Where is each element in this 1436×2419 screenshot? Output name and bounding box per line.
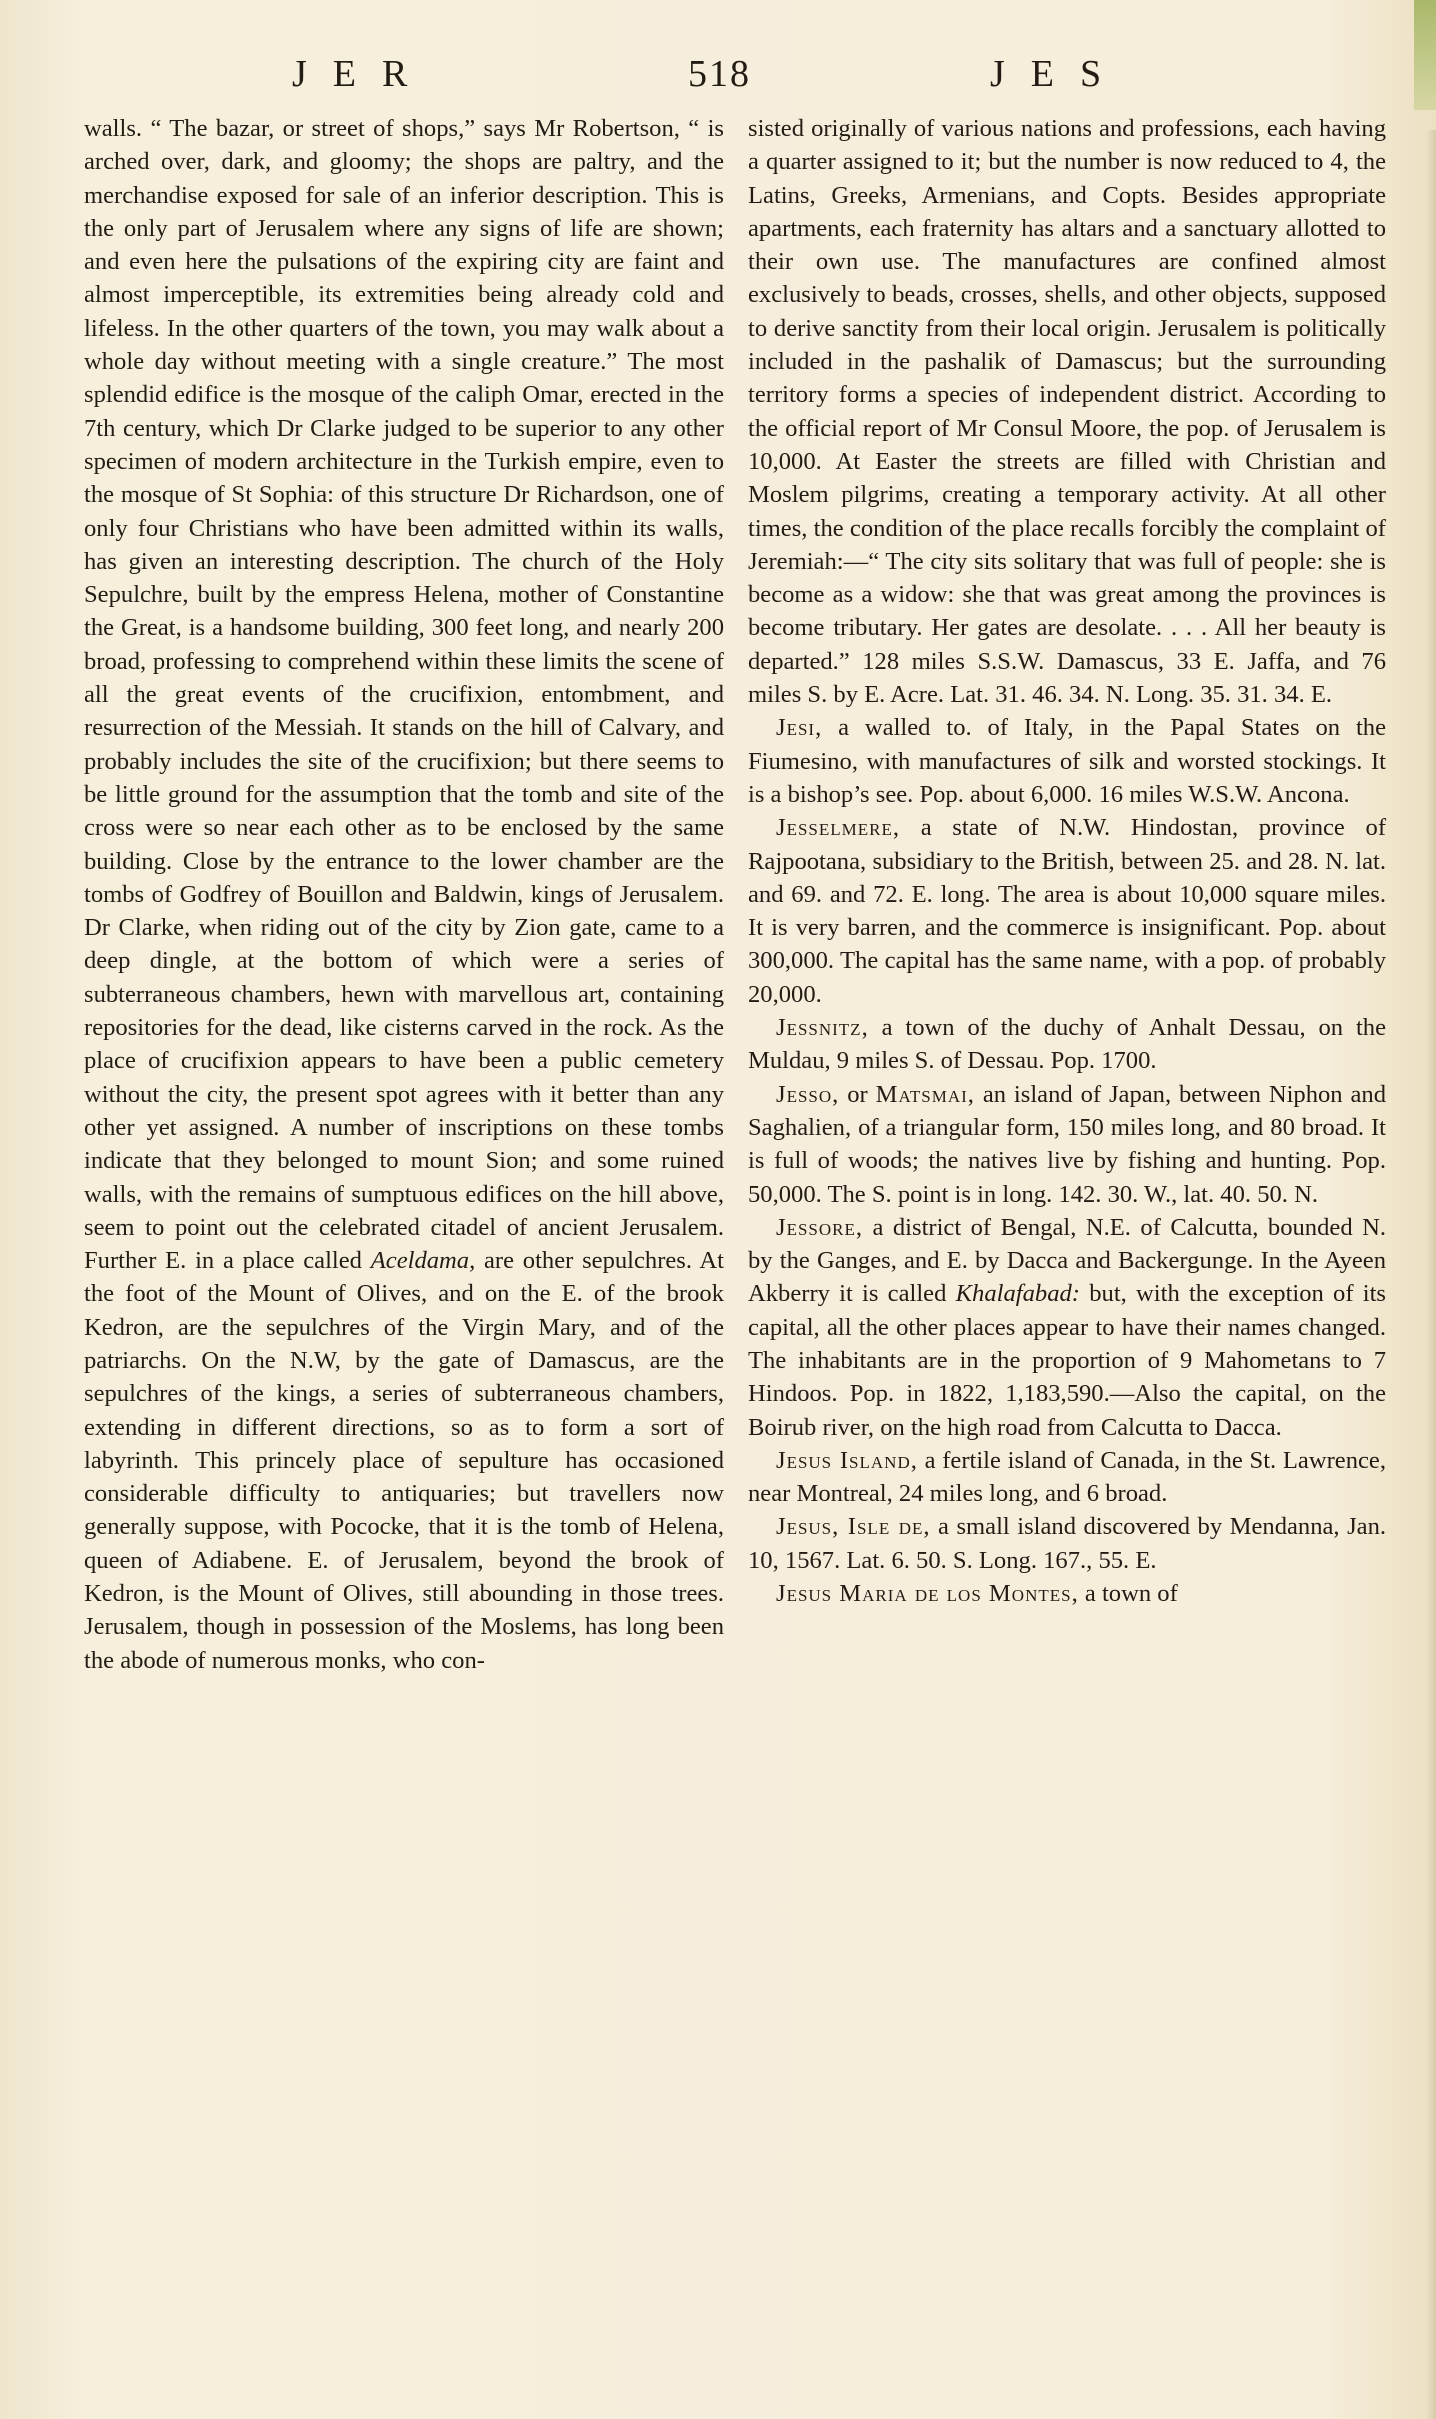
jerusalem-continuation bbox=[84, 112, 724, 1677]
entry-headword: Jesselmere, bbox=[776, 814, 901, 842]
right-column bbox=[748, 112, 1386, 1610]
entry-headword: Jessnitz, bbox=[776, 1014, 869, 1042]
entry-connector: or bbox=[847, 1080, 868, 1108]
entry-jesus-island bbox=[748, 1444, 1386, 1511]
entry-jessnitz bbox=[748, 1011, 1386, 1078]
header-left-guideword: JER bbox=[292, 53, 434, 95]
paragraph-text: sisted originally of various nations and professions, each having a quarter assigned to it; but the number is now reduced to 4, the Latins, Greeks, Armenians, and Copts. Besides appropriate apartments, each fraternity has altars and a sanctuary allotted to their own use. The manufactures are confined almost exclusively to beads, crosses, shells, and other objects, supposed to derive sanctity from their local origin. Jerusalem is politically included in the pashalik of Damascus; but the surrounding territory forms a species of independent district. According to the official report of Mr Consul Moore, the pop. of Jerusalem is 10,000. At Easter the streets are filled with Christian and Moslem pilgrims, creating a temporary activity. At all other times, the condition of the place recalls forcibly the complaint of Jeremiah:—“ The city sits solitary that was full of people: she is become as a widow: she that was great among the provinces is become tributary. Her gates are desolate. . . . All her beauty is departed.” 128 miles S.S.W. Damascus, 33 E. Jaffa, and 76 miles S. by E. Acre. Lat. 31. 46. 34. N. Long. 35. 31. 34. E. bbox=[748, 115, 1386, 709]
entry-text: a state of N.W. Hindostan, province of Rajpootana, subsidiary to the British, between 25. and 28. N. lat. and 69. and 72. E. long. The area is about 10,000 square miles. It is very barren, and the commerce is insignificant. Pop. about 300,000. The capital has the same name, with a pop. of probably 20,000. bbox=[748, 814, 1387, 1008]
running-header bbox=[0, 52, 1436, 102]
entry-jesi bbox=[748, 711, 1386, 811]
entry-text: a district of Bengal, N.E. of Calcutta, bounded N. by the Ganges, and E. by Dacca and Backergunge. In the Ayeen Akberry it is called bbox=[748, 1213, 1386, 1308]
entry-jesso bbox=[748, 1078, 1386, 1211]
entry-headword: Jesus Island, bbox=[776, 1446, 918, 1474]
jerusalem-continuation-right bbox=[748, 112, 1386, 711]
entry-text: a fertile island of Canada, in the St. Lawrence, near Montreal, 24 miles long, and 6 broad. bbox=[748, 1446, 1386, 1508]
entry-text: a town of bbox=[1084, 1580, 1178, 1608]
entry-text: but, with the exception of its capital, all the other places appear to have their names changed. The inhabitants are in the proportion of 9 Mahometans to 7 Hindoos. Pop. in 1822, 1,183,590.—Also the capital, on the Boirub river, on the high road from Calcutta to Dacca. bbox=[748, 1280, 1386, 1441]
entry-jesus-isle-de bbox=[748, 1510, 1386, 1577]
entry-text: a walled to. of Italy, in the Papal States on the Fiumesino, with manufactures of silk and worsted stockings. It is a bishop’s see. Pop. about 6,000. 16 miles W.S.W. Ancona. bbox=[748, 714, 1386, 808]
left-column bbox=[84, 112, 724, 1677]
entry-headword: Jesus, Isle de, bbox=[776, 1513, 931, 1541]
paragraph-text: walls. “ The bazar, or street of shops,” says Mr Robertson, “ is arched over, dark, and gloomy; the shops are paltry, and the merchandise exposed for sale of an inferior description. This is the only part of Jerusalem where any signs of life are shown; and even here the pulsations of the expiring city are faint and almost imperceptible, its extremities being already cold and lifeless. In the other quarters of the town, you may walk about a whole day without meeting with a single creature.” The most splendid edifice is the mosque of the caliph Omar, erected in the 7th century, which Dr Clarke judged to be superior to any other specimen of modern architecture in the Turkish empire, even to the mosque of St Sophia: of this structure Dr Richardson, one of only four Christians who have been admitted within its walls, has given an interesting description. The church of the Holy Sepulchre, built by the empress Helena, mother of Constantine the Great, is a handsome building, 300 feet long, and nearly 200 broad, professing to comprehend within these limits the scene of all the great events of the crucifixion, entombment, and resurrection of the Messiah. It stands on the hill of Calvary, and probably includes the site of the crucifixion; but there seems to be little ground for the assumption that the tomb and site of the cross were so near each other as to be enclosed by the same building. Close by the entrance to the lower chamber are the tombs of Godfrey of Bouillon and Baldwin, kings of Jerusalem. Dr Clarke, when riding out of the city by Zion gate, came to a deep dingle, at the bottom of which were a series of subterraneous chambers, hewn with marvellous art, containing repositories for the dead, like cisterns carved in the rock. As the place of crucifixion appears to have been a public cemetery without the city, the present spot agrees with it better than any other yet assigned. A number of inscriptions on these tombs indicate that they belonged to mount Sion; and some ruined walls, with the remains of sumptuous edifices on the hill above, seem to point out the celebrated citadel of ancient Jerusalem. Further E. in a place called bbox=[84, 115, 724, 1275]
entry-jesus-maria bbox=[748, 1577, 1386, 1610]
entry-text: an island of Japan, between Niphon and Saghalien, of a triangular form, 150 miles long, and 80 broad. It is full of woods; the natives live by fishing and hunting. Pop. 50,000. The S. point is in long. 142. 30. W., lat. 40. 50. N. bbox=[748, 1080, 1387, 1208]
entry-headword: Jessore, bbox=[776, 1213, 864, 1241]
italic-place-name: Aceldama, bbox=[370, 1247, 476, 1275]
entry-jessore bbox=[748, 1211, 1386, 1444]
entry-headword: Jesi, bbox=[776, 714, 823, 742]
entry-jesselmere bbox=[748, 811, 1386, 1011]
page-edge-shadow bbox=[1426, 130, 1436, 2419]
entry-text: a small island discovered by Mendanna, Jan. 10, 1567. Lat. 6. 50. S. Long. 167., 55. E. bbox=[748, 1513, 1387, 1574]
entry-text: a town of the duchy of Anhalt Dessau, on the Muldau, 9 miles S. of Dessau. Pop. 1700. bbox=[748, 1014, 1386, 1075]
page-number: 518 bbox=[688, 53, 751, 95]
entry-headword: Jesus Maria de los Montes, bbox=[776, 1580, 1079, 1608]
entry-headword-alt: Matsmai, bbox=[875, 1080, 975, 1108]
header-right-guideword: JES bbox=[990, 53, 1128, 95]
entry-headword: Jesso, bbox=[776, 1080, 840, 1108]
paragraph-text: are other sepulchres. At the foot of the Mount of Olives, and on the E. of the brook Kedron, are the sepulchres of the Virgin Mary, and of the patriarchs. On the N.W, by the gate of Damascus, are the sepulchres of the kings, a series of subterraneous chambers, extending in different directions, so as to form a sort of labyrinth. This princely place of sepulture has occasioned considerable difficulty to antiquaries; but travellers now generally suppose, with Pococke, that it is the tomb of Helena, queen of Adiabene. E. of Jerusalem, beyond the brook of Kedron, is the Mount of Olives, still abounding in those trees. Jerusalem, though in possession of the Moslems, has long been the abode of numerous monks, who con- bbox=[84, 1247, 725, 1674]
italic-place-name: Khalafabad: bbox=[955, 1280, 1080, 1308]
